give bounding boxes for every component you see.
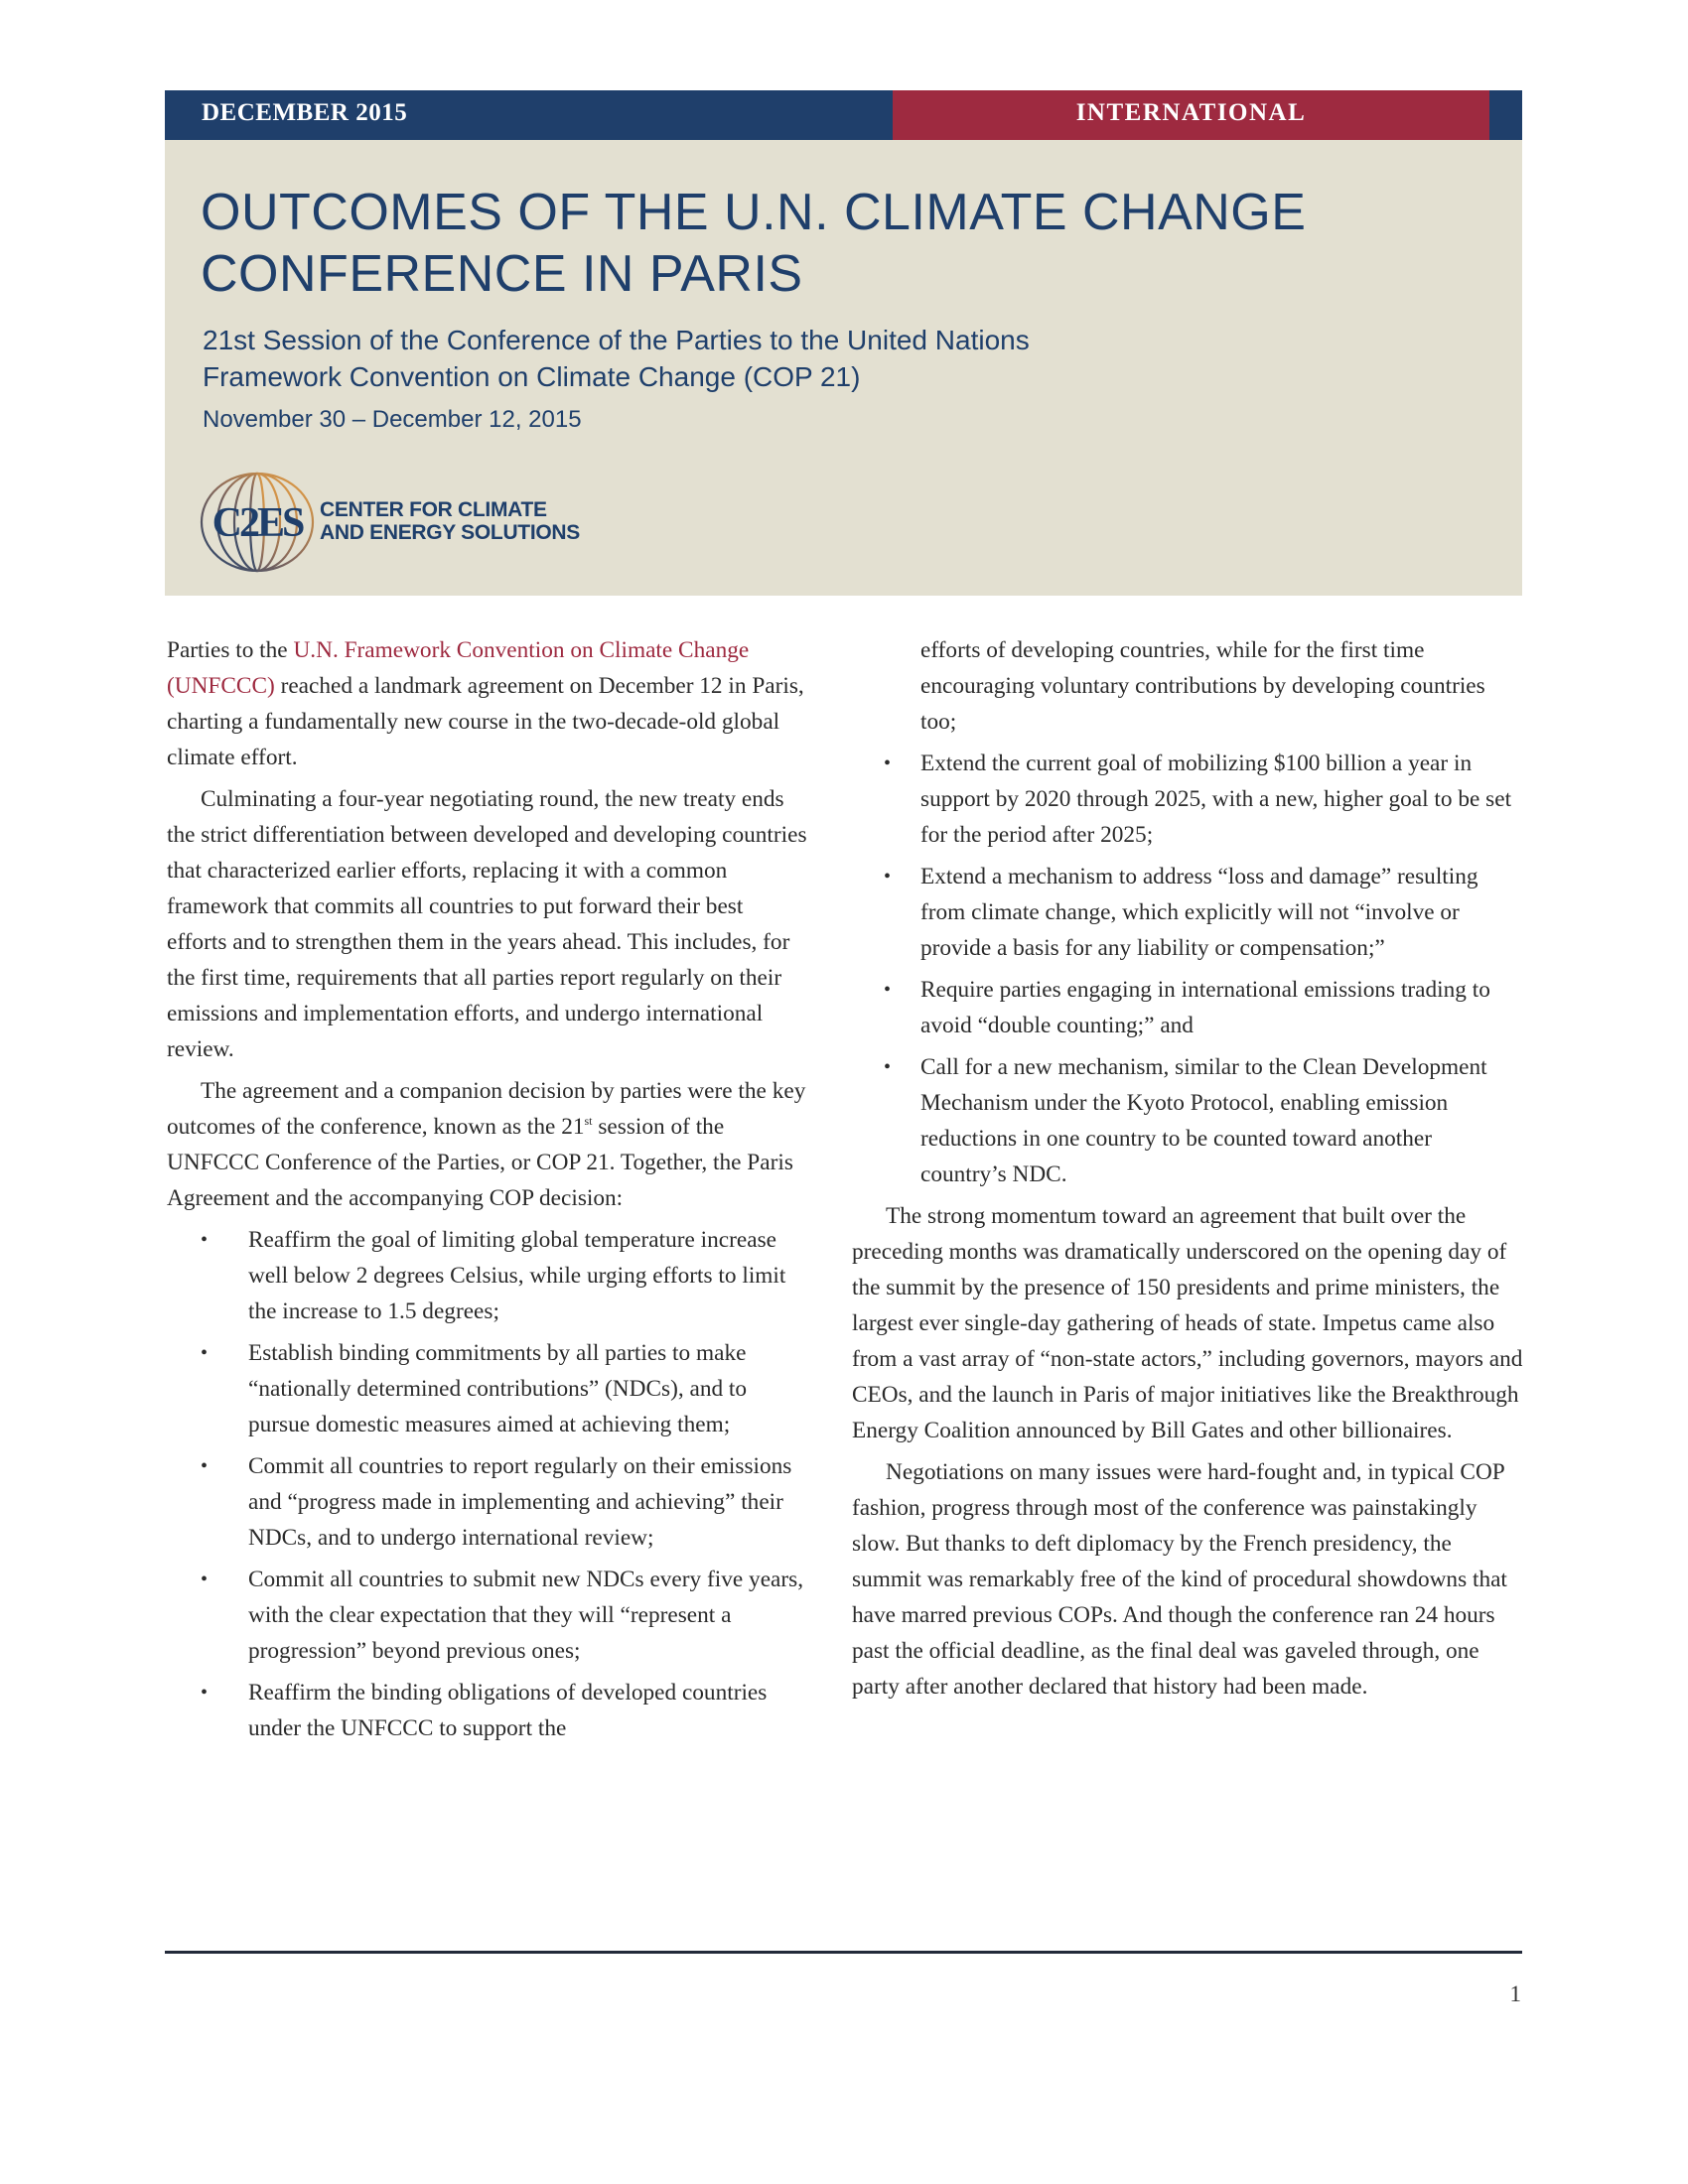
list-item: • Commit all countries to submit new NDCs every five years, with the clear expectation that they will “represent a progression” beyond previous ones;	[167, 1562, 807, 1669]
list-item: • Commit all countries to report regularly on their emissions and “progress made in implementing and achieving” their NDCs, and to undergo international review;	[167, 1448, 807, 1556]
masthead	[165, 140, 1522, 596]
list-item: • Extend a mechanism to address “loss and damage” resulting from climate change, which explicitly will not “involve or provide a basis for any liability or compensation;”	[852, 859, 1523, 966]
bullet-icon: •	[201, 1682, 209, 1704]
subtitle-line-2: Framework Convention on Climate Change (COP 21)	[203, 361, 861, 392]
page-title	[201, 182, 1306, 305]
logo-wordmark	[320, 498, 580, 544]
bullet-icon: •	[201, 1229, 209, 1251]
bullet-icon: •	[884, 979, 892, 1001]
right-column	[852, 632, 1523, 1710]
subtitle-line-1: 21st Session of the Conference of the Parties to the United Nations	[203, 325, 1030, 355]
globe-icon	[199, 471, 316, 575]
list-item: • Establish binding commitments by all parties to make “nationally determined contributions” (NDCs), and to pursue domestic measures aimed at achieving them;	[167, 1335, 807, 1442]
logo-name-line-1: CENTER FOR CLIMATE	[320, 498, 547, 521]
left-column	[167, 632, 807, 1752]
logo-mark: C2ES	[211, 500, 303, 546]
paragraph: The strong momentum toward an agreement that built over the preceding months was dramatically underscored on the opening day of the summit by the presence of 150 presidents and prime ministers, the largest ever single-day gathering of heads of state. Impetus came also from a vast array of “non-state actors,” including governors, mayors and CEOs, and the launch in Paris of major initiatives like the Breakthrough Energy Coalition announced by Bill Gates and other billionaires.	[852, 1203, 1523, 1443]
bullet-icon: •	[884, 752, 892, 774]
bullet-icon: •	[201, 1342, 209, 1364]
unfccc-link[interactable]: U.N. Framework Convention on Climate Change (UNFCCC)	[167, 637, 750, 699]
issue-date: DECEMBER 2015	[202, 99, 408, 126]
page-number: 1	[1509, 1981, 1521, 2006]
bullet-icon: •	[201, 1569, 209, 1590]
bullet-icon: •	[884, 1056, 892, 1078]
paragraph: Culminating a four-year negotiating round, the new treaty ends the strict differentiation between developed and developing countries that characterized earlier efforts, replacing it with a common framework that commits all countries to put forward their best efforts and to strengthen them in the years ahead. This includes, for the first time, requirements that all parties report regularly on their emissions and implementation efforts, and undergo international review.	[167, 786, 807, 1062]
title-line-2: CONFERENCE IN PARIS	[201, 245, 803, 303]
logo-name-line-2: AND ENERGY SOLUTIONS	[320, 521, 580, 544]
title-line-1: OUTCOMES OF THE U.N. CLIMATE CHANGE	[201, 184, 1307, 241]
bullet-icon: •	[201, 1455, 209, 1477]
header-bar	[165, 90, 1522, 140]
bullet-icon: •	[884, 866, 892, 887]
list-item-continuation: efforts of developing countries, while for the first time encouraging voluntary contributions by developing countries too;	[920, 637, 1485, 735]
list-item: • Reaffirm the goal of limiting global temperature increase well below 2 degrees Celsius, while urging efforts to limit the increase to 1.5 degrees;	[167, 1222, 807, 1329]
paragraph: Negotiations on many issues were hard-fought and, in typical COP fashion, progress through most of the conference was painstakingly slow. But thanks to deft diplomacy by the French presidency, the summit was remarkably free of the kind of procedural showdowns that have marred previous COPs. And though the conference ran 24 hours past the official deadline, as the final deal was gaveled through, one party after another declared that history had been made.	[852, 1459, 1507, 1700]
section-label: INTERNATIONAL	[1075, 99, 1307, 126]
conference-dates: November 30 – December 12, 2015	[203, 406, 582, 433]
c2es-logo	[199, 471, 616, 575]
outcomes-list-continued	[852, 746, 1523, 1192]
footer-divider	[165, 1951, 1522, 1954]
intro-paragraph: Parties to the U.N. Framework Convention on Climate Change (UNFCCC) reached a landmark agreement on December 12 in Paris, charting a fundamentally new course in the two-decade-old global climate effort.	[167, 637, 804, 770]
list-item: • Reaffirm the binding obligations of developed countries under the UNFCCC to support the	[167, 1675, 807, 1746]
list-item: • Call for a new mechanism, similar to the Clean Development Mechanism under the Kyoto Protocol, enabling emission reductions in one country to be counted toward another country’s NDC.	[852, 1049, 1523, 1192]
subtitle	[203, 322, 1030, 395]
list-item: • Extend the current goal of mobilizing $100 billion a year in support by 2020 through 2025, with a new, higher goal to be set for the period after 2025;	[852, 746, 1523, 853]
outcomes-list	[167, 1222, 807, 1746]
list-item: • Require parties engaging in international emissions trading to avoid “double counting;” and	[852, 972, 1523, 1043]
section-tag	[893, 90, 1489, 140]
paragraph: The agreement and a companion decision by parties were the key outcomes of the conference, known as the 21st session of the UNFCCC Conference of the Parties, or COP 21. Together, the Paris Agreement and the accompanying COP decision:	[167, 1078, 806, 1211]
